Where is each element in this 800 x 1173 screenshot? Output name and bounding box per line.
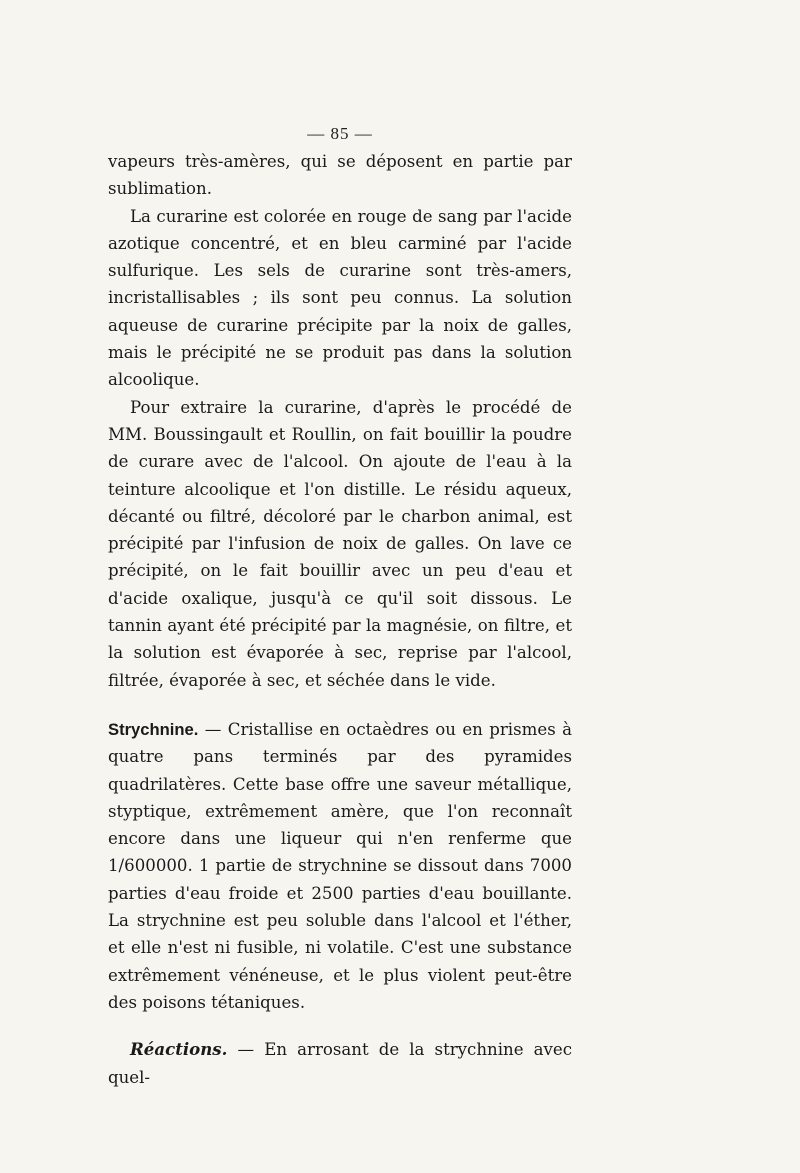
section-strychnine (108, 716, 572, 1016)
paragraph-continuation: vapeurs très-amères, qui se déposent en partie par sublimation. (108, 152, 572, 199)
paragraph-curarine-extraction: Pour extraire la curarine, d'après le procédé de MM. Boussingault et Roullin, on fait bouillir la poudre de curare avec de l'alcool. On ajoute de l'eau à la teinture alcoolique et l'on distille. Le résidu aqueux, décanté ou filtré, décoloré par le charbon animal, est précipité par l'infusion de noix de galles. On lave ce précipité, on le fait bouillir avec un peu d'eau et d'acide oxalique, jusqu'à ce qu'il soit dissous. Le tannin ayant été précipité par la magnésie, on filtre, et la solution est évaporée à sec, reprise par l'alcool, filtrée, évaporée à sec, et séchée dans le vide. (108, 397, 572, 690)
section-title-reactions: Réactions. (130, 1039, 228, 1060)
strychnine-text: — Cristallise en octaèdres ou en prismes à quatre pans terminés par des pyramides quadrilatères. Cette base offre une saveur métallique, styptique, extrêmement amère, que l'on reconnaît encore dans une liqueur qui n'en renferme que 1/600000. 1 partie de strychnine se dissout dans 7000 parties d'eau froide et 2500 parties d'eau bouillante. La strychnine est peu soluble dans l'alcool et l'éther, et elle n'est ni fusible, ni volatile. C'est une substance extrêmement vénéneuse, et le plus violent peut-être des poisons tétaniques. (108, 719, 572, 1012)
body-text (108, 148, 572, 1091)
page-number: — 85 — (307, 124, 373, 143)
reactions-text: — En arrosant de la strychnine avec quel- (108, 1040, 572, 1087)
section-title-strychnine: Strychnine. (108, 719, 199, 739)
section-reactions (108, 1036, 572, 1091)
paragraph-curarine-color: La curarine est colorée en rouge de sang par l'acide azotique concentré, et en bleu carminé par l'acide sulfurique. Les sels de curarine sont très-amers, incristallisables ; ils sont peu connus. La solution aqueuse de curarine précipite par la noix de galles, mais le précipité ne se produit pas dans la solution alcoolique. (108, 206, 572, 390)
